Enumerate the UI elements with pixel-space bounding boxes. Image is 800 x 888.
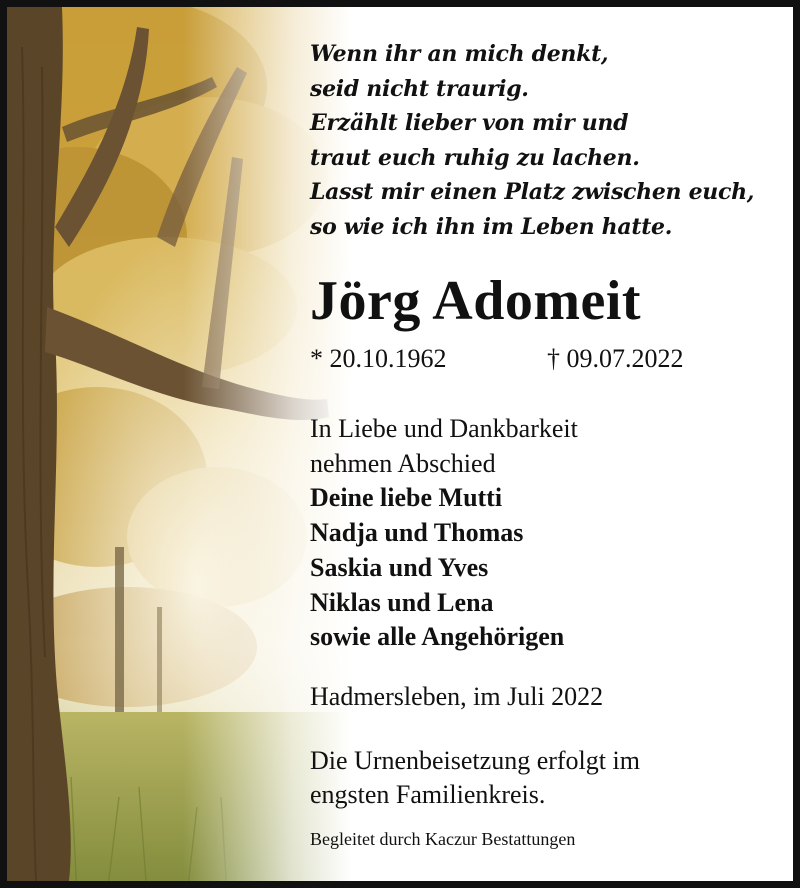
memorial-verse	[310, 37, 790, 244]
birth-date: * 20.10.1962	[310, 344, 447, 373]
mourner-name: Deine liebe Mutti	[310, 483, 503, 513]
verse-line: Wenn ihr an mich denkt,	[310, 41, 609, 67]
mourner-name: Nadja und Thomas	[310, 518, 524, 548]
place-and-date: Hadmersleben, im Juli 2022	[310, 682, 604, 711]
verse-line: so wie ich ihn im Leben hatte.	[310, 213, 673, 240]
verse-line: traut euch ruhig zu lachen.	[310, 144, 640, 171]
burial-note	[310, 744, 640, 812]
death-date: † 09.07.2022	[547, 344, 684, 373]
mourners-intro-line: nehmen Abschied	[310, 448, 496, 478]
verse-line: Erzählt lieber von mir und	[310, 110, 629, 136]
life-dates	[310, 344, 720, 378]
undertaker-credit: Begleitet durch Kaczur Bestattungen	[310, 829, 576, 849]
mourners-list	[310, 412, 780, 655]
deceased-name: Jörg Adomeit	[310, 270, 642, 332]
burial-note-line: engsten Familienkreis.	[310, 780, 546, 809]
verse-line: Lasst mir einen Platz zwischen euch,	[310, 179, 755, 205]
burial-note-line: Die Urnenbeisetzung erfolgt im	[310, 746, 640, 775]
mourners-intro-line: In Liebe und Dankbarkeit	[310, 414, 578, 443]
mourner-name: Saskia und Yves	[310, 552, 489, 582]
mourner-name: sowie alle Angehörigen	[310, 622, 565, 652]
verse-line: seid nicht traurig.	[310, 75, 529, 102]
mourner-name: Niklas und Lena	[310, 587, 494, 617]
